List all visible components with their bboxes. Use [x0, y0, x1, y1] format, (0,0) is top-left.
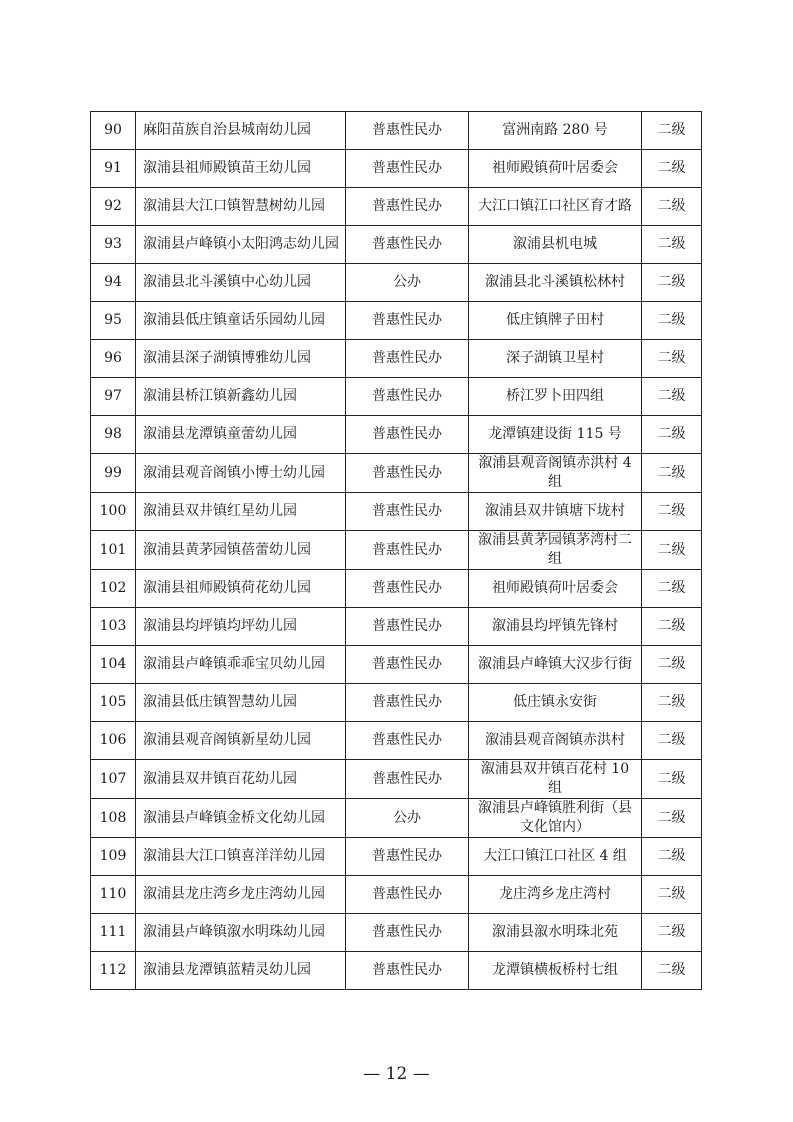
school-type-cell: 普惠性民办	[346, 302, 469, 340]
row-number-cell: 109	[91, 838, 136, 876]
grade-level-cell: 二级	[642, 188, 702, 226]
table-row	[91, 608, 702, 646]
row-number-cell: 106	[91, 722, 136, 760]
school-type-cell: 普惠性民办	[346, 340, 469, 378]
school-type-cell: 普惠性民办	[346, 722, 469, 760]
table-row	[91, 150, 702, 188]
kindergarten-name-cell: 溆浦县低庄镇智慧幼儿园	[136, 684, 346, 722]
table-row	[91, 952, 702, 990]
row-number-cell: 92	[91, 188, 136, 226]
row-number-cell: 97	[91, 378, 136, 416]
table-row	[91, 799, 702, 838]
kindergarten-name-cell: 溆浦县祖师殿镇荷花幼儿园	[136, 570, 346, 608]
school-type-cell: 普惠性民办	[346, 531, 469, 570]
school-type-cell: 普惠性民办	[346, 188, 469, 226]
address-cell: 桥江罗卜田四组	[469, 378, 642, 416]
kindergarten-name-cell: 溆浦县双井镇红星幼儿园	[136, 493, 346, 531]
kindergarten-name-cell: 溆浦县卢峰镇溆水明珠幼儿园	[136, 914, 346, 952]
school-type-cell: 普惠性民办	[346, 416, 469, 454]
kindergarten-name-cell: 溆浦县卢峰镇乖乖宝贝幼儿园	[136, 646, 346, 684]
address-cell: 溆浦县黄茅园镇茅湾村二组	[469, 531, 642, 570]
kindergarten-name-cell: 溆浦县均坪镇均坪幼儿园	[136, 608, 346, 646]
address-cell: 溆浦县均坪镇先锋村	[469, 608, 642, 646]
row-number-cell: 98	[91, 416, 136, 454]
grade-level-cell: 二级	[642, 112, 702, 150]
row-number-cell: 107	[91, 760, 136, 799]
kindergarten-name-cell: 溆浦县双井镇百花幼儿园	[136, 760, 346, 799]
address-cell: 溆浦县卢峰镇胜利街（县文化馆内）	[469, 799, 642, 838]
table-row	[91, 112, 702, 150]
row-number-cell: 110	[91, 876, 136, 914]
address-cell: 大江口镇江口社区 4 组	[469, 838, 642, 876]
school-type-cell: 普惠性民办	[346, 684, 469, 722]
address-cell: 溆浦县观音阁镇赤洪村	[469, 722, 642, 760]
school-type-cell: 普惠性民办	[346, 570, 469, 608]
grade-level-cell: 二级	[642, 493, 702, 531]
grade-level-cell: 二级	[642, 302, 702, 340]
address-cell: 富洲南路 280 号	[469, 112, 642, 150]
grade-level-cell: 二级	[642, 531, 702, 570]
school-type-cell: 普惠性民办	[346, 760, 469, 799]
kindergarten-name-cell: 溆浦县黄茅园镇蓓蕾幼儿园	[136, 531, 346, 570]
school-type-cell: 普惠性民办	[346, 378, 469, 416]
school-type-cell: 公办	[346, 799, 469, 838]
address-cell: 溆浦县机电城	[469, 226, 642, 264]
kindergarten-name-cell: 溆浦县大江口镇喜洋洋幼儿园	[136, 838, 346, 876]
address-cell: 龙潭镇横板桥村七组	[469, 952, 642, 990]
address-cell: 溆浦县双井镇百花村 10 组	[469, 760, 642, 799]
school-type-cell: 普惠性民办	[346, 914, 469, 952]
kindergarten-name-cell: 溆浦县北斗溪镇中心幼儿园	[136, 264, 346, 302]
table-row	[91, 876, 702, 914]
kindergarten-name-cell: 溆浦县深子湖镇博雅幼儿园	[136, 340, 346, 378]
kindergarten-name-cell: 溆浦县龙庄湾乡龙庄湾幼儿园	[136, 876, 346, 914]
table-row	[91, 302, 702, 340]
grade-level-cell: 二级	[642, 454, 702, 493]
address-cell: 大江口镇江口社区育才路	[469, 188, 642, 226]
table-row	[91, 722, 702, 760]
grade-level-cell: 二级	[642, 570, 702, 608]
table-row	[91, 684, 702, 722]
table-body	[91, 112, 702, 990]
kindergarten-name-cell: 溆浦县卢峰镇小太阳鸿志幼儿园	[136, 226, 346, 264]
grade-level-cell: 二级	[642, 722, 702, 760]
grade-level-cell: 二级	[642, 838, 702, 876]
grade-level-cell: 二级	[642, 799, 702, 838]
address-cell: 低庄镇牌子田村	[469, 302, 642, 340]
grade-level-cell: 二级	[642, 226, 702, 264]
grade-level-cell: 二级	[642, 760, 702, 799]
kindergarten-name-cell: 溆浦县龙潭镇童蕾幼儿园	[136, 416, 346, 454]
table-row	[91, 188, 702, 226]
kindergarten-name-cell: 溆浦县低庄镇童话乐园幼儿园	[136, 302, 346, 340]
school-type-cell: 公办	[346, 264, 469, 302]
grade-level-cell: 二级	[642, 914, 702, 952]
grade-level-cell: 二级	[642, 684, 702, 722]
school-type-cell: 普惠性民办	[346, 608, 469, 646]
grade-level-cell: 二级	[642, 608, 702, 646]
address-cell: 溆浦县卢峰镇大汉步行街	[469, 646, 642, 684]
row-number-cell: 101	[91, 531, 136, 570]
kindergarten-name-cell: 溆浦县桥江镇新鑫幼儿园	[136, 378, 346, 416]
kindergarten-name-cell: 溆浦县大江口镇智慧树幼儿园	[136, 188, 346, 226]
grade-level-cell: 二级	[642, 876, 702, 914]
row-number-cell: 104	[91, 646, 136, 684]
kindergarten-name-cell: 溆浦县观音阁镇新星幼儿园	[136, 722, 346, 760]
row-number-cell: 112	[91, 952, 136, 990]
table-row	[91, 646, 702, 684]
school-type-cell: 普惠性民办	[346, 952, 469, 990]
address-cell: 祖师殿镇荷叶居委会	[469, 150, 642, 188]
row-number-cell: 105	[91, 684, 136, 722]
row-number-cell: 95	[91, 302, 136, 340]
school-type-cell: 普惠性民办	[346, 150, 469, 188]
address-cell: 深子湖镇卫星村	[469, 340, 642, 378]
row-number-cell: 111	[91, 914, 136, 952]
table-row	[91, 226, 702, 264]
school-type-cell: 普惠性民办	[346, 493, 469, 531]
kindergarten-name-cell: 溆浦县观音阁镇小博士幼儿园	[136, 454, 346, 493]
grade-level-cell: 二级	[642, 340, 702, 378]
table-row	[91, 838, 702, 876]
school-type-cell: 普惠性民办	[346, 112, 469, 150]
row-number-cell: 93	[91, 226, 136, 264]
table-row	[91, 340, 702, 378]
row-number-cell: 99	[91, 454, 136, 493]
school-type-cell: 普惠性民办	[346, 838, 469, 876]
row-number-cell: 108	[91, 799, 136, 838]
row-number-cell: 94	[91, 264, 136, 302]
address-cell: 低庄镇永安街	[469, 684, 642, 722]
row-number-cell: 102	[91, 570, 136, 608]
table-row	[91, 570, 702, 608]
kindergarten-table	[90, 111, 702, 990]
grade-level-cell: 二级	[642, 416, 702, 454]
kindergarten-name-cell: 溆浦县卢峰镇金桥文化幼儿园	[136, 799, 346, 838]
school-type-cell: 普惠性民办	[346, 454, 469, 493]
table-row	[91, 531, 702, 570]
kindergarten-name-cell: 麻阳苗族自治县城南幼儿园	[136, 112, 346, 150]
kindergarten-name-cell: 溆浦县龙潭镇蓝精灵幼儿园	[136, 952, 346, 990]
kindergarten-name-cell: 溆浦县祖师殿镇苗王幼儿园	[136, 150, 346, 188]
table-row	[91, 454, 702, 493]
table-row	[91, 760, 702, 799]
row-number-cell: 91	[91, 150, 136, 188]
grade-level-cell: 二级	[642, 378, 702, 416]
grade-level-cell: 二级	[642, 264, 702, 302]
grade-level-cell: 二级	[642, 952, 702, 990]
school-type-cell: 普惠性民办	[346, 876, 469, 914]
table-row	[91, 914, 702, 952]
address-cell: 溆浦县北斗溪镇松林村	[469, 264, 642, 302]
address-cell: 溆浦县双井镇塘下垅村	[469, 493, 642, 531]
grade-level-cell: 二级	[642, 646, 702, 684]
grade-level-cell: 二级	[642, 150, 702, 188]
row-number-cell: 96	[91, 340, 136, 378]
address-cell: 溆浦县观音阁镇赤洪村 4 组	[469, 454, 642, 493]
row-number-cell: 90	[91, 112, 136, 150]
row-number-cell: 103	[91, 608, 136, 646]
school-type-cell: 普惠性民办	[346, 646, 469, 684]
address-cell: 溆浦县溆水明珠北苑	[469, 914, 642, 952]
table-row	[91, 416, 702, 454]
school-type-cell: 普惠性民办	[346, 226, 469, 264]
row-number-cell: 100	[91, 493, 136, 531]
table-row	[91, 493, 702, 531]
page-number: — 12 —	[363, 1064, 430, 1084]
address-cell: 龙庄湾乡龙庄湾村	[469, 876, 642, 914]
table-row	[91, 378, 702, 416]
table-row	[91, 264, 702, 302]
address-cell: 龙潭镇建设街 115 号	[469, 416, 642, 454]
address-cell: 祖师殿镇荷叶居委会	[469, 570, 642, 608]
